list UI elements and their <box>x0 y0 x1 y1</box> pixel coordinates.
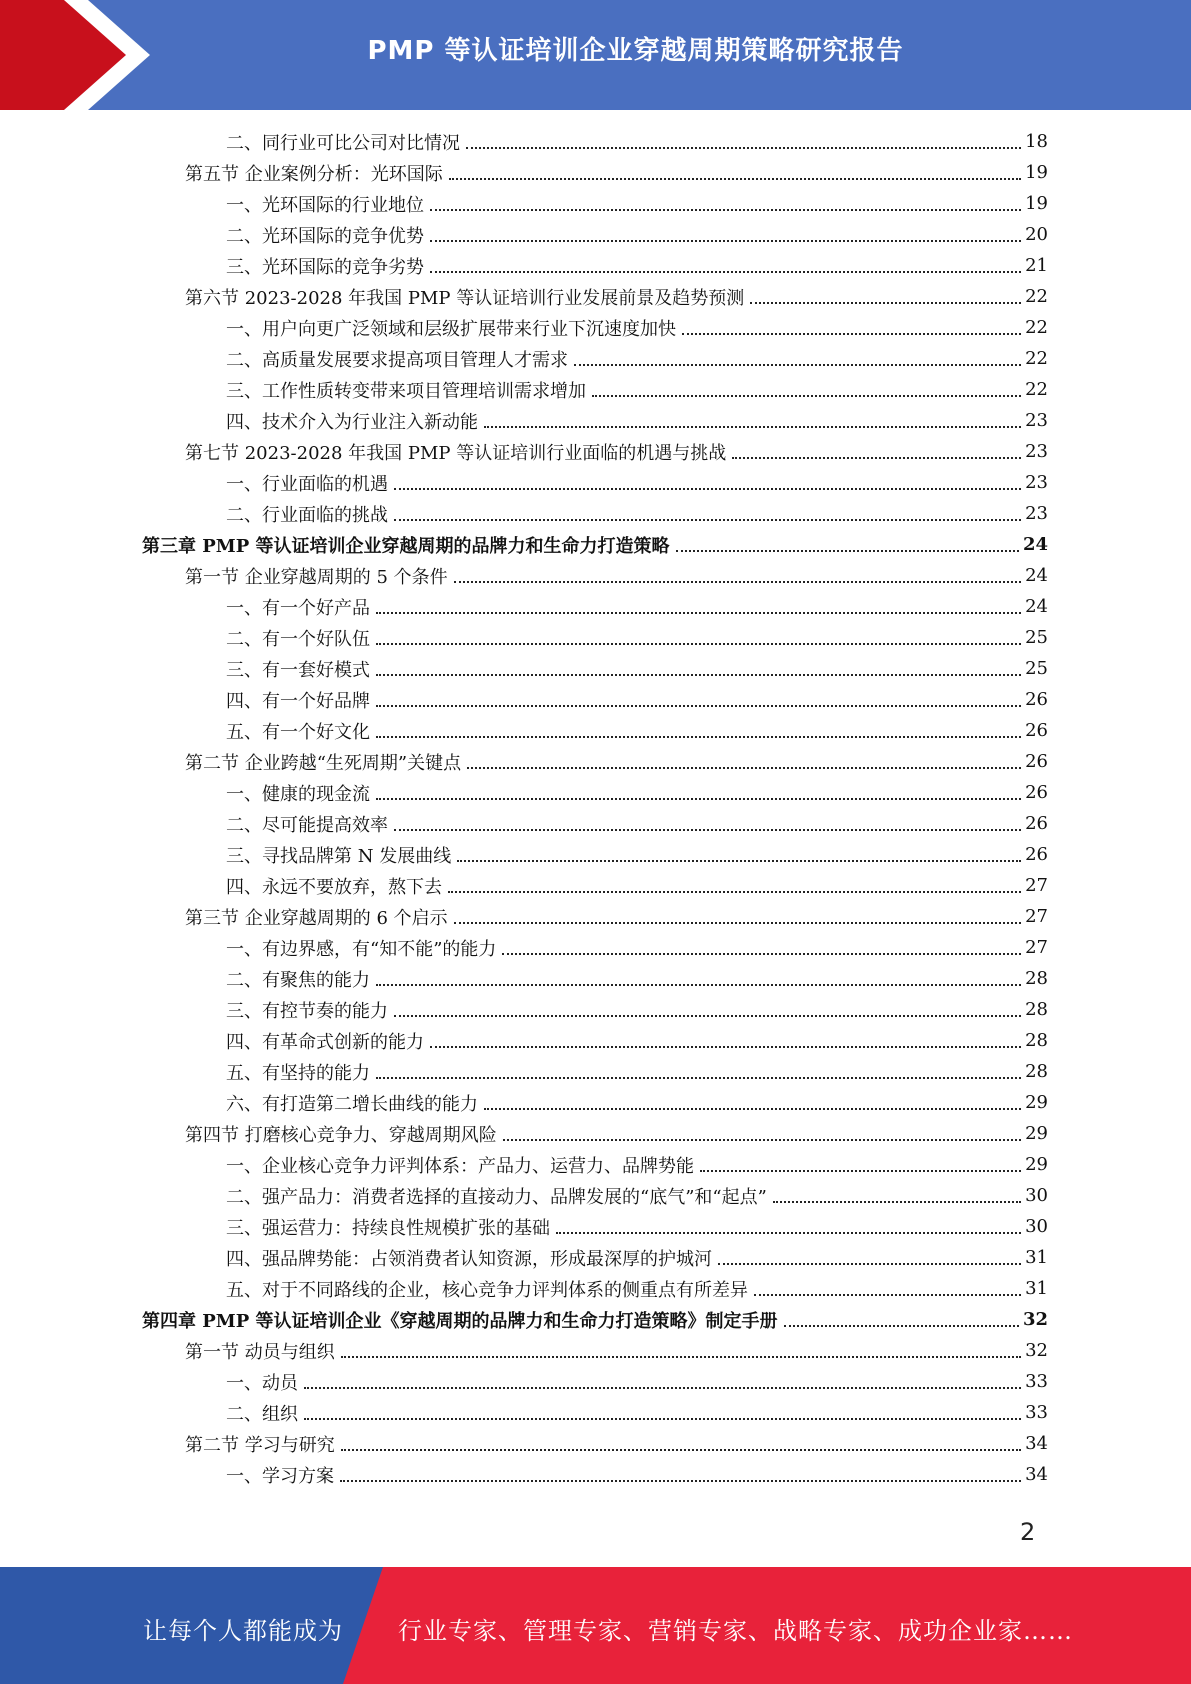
toc-entry-page: 28 <box>1025 1030 1048 1051</box>
toc-subsection-entry[interactable] <box>226 1273 1048 1304</box>
toc-subsection-entry[interactable] <box>226 1180 1048 1211</box>
toc-subsection-entry[interactable] <box>226 1025 1048 1056</box>
toc-entry-page: 18 <box>1025 131 1048 152</box>
toc-entry-page: 32 <box>1022 1309 1048 1330</box>
toc-entry-title: 一、学习方案 <box>226 1465 334 1487</box>
footer-slogan-left: 让每个人都能成为 <box>143 1617 343 1645</box>
toc-entry-page: 23 <box>1025 441 1048 462</box>
toc-subsection-entry[interactable] <box>226 1459 1048 1490</box>
toc-entry-title: 二、尽可能提高效率 <box>226 814 388 836</box>
toc-entry-title: 第五节 企业案例分析：光环国际 <box>185 163 443 185</box>
toc-subsection-entry[interactable] <box>226 1087 1048 1118</box>
toc-dot-leader <box>466 147 1021 149</box>
toc-entry-page: 28 <box>1025 968 1048 989</box>
toc-section-entry[interactable] <box>185 1428 1048 1459</box>
toc-entry-title: 六、有打造第二增长曲线的能力 <box>226 1093 478 1115</box>
toc-dot-leader <box>484 1108 1021 1110</box>
toc-entry-title: 五、有坚持的能力 <box>226 1062 370 1084</box>
toc-entry-title: 第一节 企业穿越周期的 5 个条件 <box>185 566 448 588</box>
toc-subsection-entry[interactable] <box>226 188 1048 219</box>
toc-entry-title: 一、光环国际的行业地位 <box>226 194 424 216</box>
toc-entry-title: 四、技术介入为行业注入新动能 <box>226 411 478 433</box>
toc-entry-title: 四、有革命式创新的能力 <box>226 1031 424 1053</box>
toc-entry-title: 三、寻找品牌第 N 发展曲线 <box>226 845 452 867</box>
toc-entry-page: 31 <box>1025 1278 1048 1299</box>
toc-dot-leader <box>376 736 1021 738</box>
toc-dot-leader <box>376 643 1021 645</box>
toc-entry-page: 26 <box>1025 720 1048 741</box>
toc-entry-page: 34 <box>1025 1464 1048 1485</box>
toc-entry-title: 一、企业核心竞争力评判体系：产品力、运营力、品牌势能 <box>226 1155 694 1177</box>
toc-subsection-entry[interactable] <box>226 467 1048 498</box>
toc-dot-leader <box>556 1232 1021 1234</box>
toc-entry-page: 19 <box>1025 193 1048 214</box>
toc-subsection-entry[interactable] <box>226 591 1048 622</box>
toc-entry-page: 21 <box>1025 255 1048 276</box>
toc-subsection-entry[interactable] <box>226 653 1048 684</box>
toc-dot-leader <box>750 302 1021 304</box>
toc-entry-page: 27 <box>1025 906 1048 927</box>
toc-entry-title: 一、动员 <box>226 1372 298 1394</box>
toc-entry-title: 二、有聚焦的能力 <box>226 969 370 991</box>
toc-entry-title: 三、光环国际的竞争劣势 <box>226 256 424 278</box>
toc-dot-leader <box>718 1263 1021 1265</box>
toc-dot-leader <box>341 1356 1021 1358</box>
toc-entry-page: 31 <box>1025 1247 1048 1268</box>
toc-entry-title: 五、有一个好文化 <box>226 721 370 743</box>
toc-dot-leader <box>430 209 1021 211</box>
toc-dot-leader <box>503 1139 1021 1141</box>
toc-entry-title: 二、有一个好队伍 <box>226 628 370 650</box>
toc-entry-title: 第三节 企业穿越周期的 6 个启示 <box>185 907 448 929</box>
toc-section-entry[interactable] <box>185 281 1048 312</box>
toc-entry-page: 29 <box>1025 1154 1048 1175</box>
toc-entry-page: 28 <box>1025 999 1048 1020</box>
toc-entry-page: 29 <box>1025 1123 1048 1144</box>
toc-section-entry[interactable] <box>185 1335 1048 1366</box>
toc-dot-leader <box>394 1015 1021 1017</box>
toc-entry-title: 四、永远不要放弃，熬下去 <box>226 876 442 898</box>
toc-entry-title: 二、光环国际的竞争优势 <box>226 225 424 247</box>
page-footer <box>0 1567 1191 1684</box>
toc-dot-leader <box>430 240 1021 242</box>
toc-entry-title: 二、强产品力：消费者选择的直接动力、品牌发展的“底气”和“起点” <box>226 1186 767 1208</box>
toc-subsection-entry[interactable] <box>226 1056 1048 1087</box>
toc-entry-page: 29 <box>1025 1092 1048 1113</box>
toc-entry-title: 五、对于不同路线的企业，核心竞争力评判体系的侧重点有所差异 <box>226 1279 748 1301</box>
toc-subsection-entry[interactable] <box>226 1211 1048 1242</box>
toc-subsection-entry[interactable] <box>226 839 1048 870</box>
toc-dot-leader <box>784 1325 1019 1327</box>
toc-dot-leader <box>376 1077 1021 1079</box>
toc-dot-leader <box>732 457 1021 459</box>
toc-entry-page: 25 <box>1025 658 1048 679</box>
toc-dot-leader <box>430 1046 1021 1048</box>
toc-subsection-entry[interactable] <box>226 343 1048 374</box>
toc-section-entry[interactable] <box>185 560 1048 591</box>
toc-dot-leader <box>341 1449 1021 1451</box>
toc-subsection-entry[interactable] <box>226 684 1048 715</box>
toc-dot-leader <box>454 581 1021 583</box>
toc-chapter-entry[interactable] <box>142 529 1048 560</box>
toc-subsection-entry[interactable] <box>226 126 1048 157</box>
toc-entry-title: 三、工作性质转变带来项目管理培训需求增加 <box>226 380 586 402</box>
toc-entry-page: 22 <box>1025 379 1048 400</box>
toc-entry-page: 30 <box>1025 1185 1048 1206</box>
toc-entry-page: 27 <box>1025 937 1048 958</box>
toc-dot-leader <box>430 271 1021 273</box>
toc-dot-leader <box>484 426 1021 428</box>
page-number: 2 <box>1020 1518 1036 1546</box>
toc-dot-leader <box>376 674 1021 676</box>
toc-entry-title: 二、同行业可比公司对比情况 <box>226 132 460 154</box>
toc-dot-leader <box>394 829 1021 831</box>
toc-subsection-entry[interactable] <box>226 715 1048 746</box>
toc-entry-page: 22 <box>1025 348 1048 369</box>
toc-entry-page: 32 <box>1025 1340 1048 1361</box>
toc-entry-page: 24 <box>1025 596 1048 617</box>
toc-entry-title: 三、有控节奏的能力 <box>226 1000 388 1022</box>
toc-subsection-entry[interactable] <box>226 1366 1048 1397</box>
toc-subsection-entry[interactable] <box>226 963 1048 994</box>
toc-dot-leader <box>592 395 1021 397</box>
toc-entry-title: 第二节 学习与研究 <box>185 1434 335 1456</box>
toc-dot-leader <box>340 1480 1021 1482</box>
toc-entry-title: 一、用户向更广泛领域和层级扩展带来行业下沉速度加快 <box>226 318 676 340</box>
toc-subsection-entry[interactable] <box>226 1397 1048 1428</box>
toc-dot-leader <box>502 953 1021 955</box>
toc-entry-title: 第四章 PMP 等认证培训企业《穿越周期的品牌力和生命力打造策略》制定手册 <box>142 1310 778 1332</box>
toc-dot-leader <box>454 922 1021 924</box>
toc-entry-page: 30 <box>1025 1216 1048 1237</box>
toc-entry-page: 22 <box>1025 286 1048 307</box>
toc-entry-title: 一、健康的现金流 <box>226 783 370 805</box>
toc-dot-leader <box>448 891 1021 893</box>
toc-entry-title: 第二节 企业跨越“生死周期”关键点 <box>185 752 462 774</box>
toc-subsection-entry[interactable] <box>226 374 1048 405</box>
toc-section-entry[interactable] <box>185 746 1048 777</box>
toc-entry-page: 24 <box>1022 534 1048 555</box>
toc-dot-leader <box>574 364 1021 366</box>
toc-dot-leader <box>754 1294 1021 1296</box>
toc-subsection-entry[interactable] <box>226 1242 1048 1273</box>
toc-dot-leader <box>682 333 1021 335</box>
toc-entry-title: 二、高质量发展要求提高项目管理人才需求 <box>226 349 568 371</box>
toc-entry-page: 27 <box>1025 875 1048 896</box>
toc-entry-title: 一、有边界感，有“知不能”的能力 <box>226 938 497 960</box>
toc-entry-title: 二、组织 <box>226 1403 298 1425</box>
toc-dot-leader <box>773 1201 1021 1203</box>
toc-entry-title: 第一节 动员与组织 <box>185 1341 335 1363</box>
toc-entry-page: 22 <box>1025 317 1048 338</box>
toc-dot-leader <box>457 860 1021 862</box>
toc-entry-page: 26 <box>1025 689 1048 710</box>
toc-dot-leader <box>449 178 1021 180</box>
toc-subsection-entry[interactable] <box>226 405 1048 436</box>
toc-subsection-entry[interactable] <box>226 1149 1048 1180</box>
toc-entry-page: 24 <box>1025 565 1048 586</box>
toc-entry-page: 23 <box>1025 503 1048 524</box>
toc-dot-leader <box>376 798 1021 800</box>
toc-entry-page: 34 <box>1025 1433 1048 1454</box>
toc-dot-leader <box>467 767 1021 769</box>
toc-entry-page: 28 <box>1025 1061 1048 1082</box>
toc-entry-page: 23 <box>1025 410 1048 431</box>
footer-slogan-right: 行业专家、管理专家、营销专家、战略专家、成功企业家…… <box>398 1617 1073 1645</box>
toc-subsection-entry[interactable] <box>226 777 1048 808</box>
toc-entry-title: 一、有一个好产品 <box>226 597 370 619</box>
toc-entry-page: 25 <box>1025 627 1048 648</box>
toc-entry-title: 一、行业面临的机遇 <box>226 473 388 495</box>
toc-entry-page: 33 <box>1025 1402 1048 1423</box>
toc-subsection-entry[interactable] <box>226 219 1048 250</box>
page-header <box>0 0 1191 110</box>
toc-entry-title: 第四节 打磨核心竞争力、穿越周期风险 <box>185 1124 497 1146</box>
toc-subsection-entry[interactable] <box>226 808 1048 839</box>
toc-dot-leader <box>376 705 1021 707</box>
toc-dot-leader <box>376 984 1021 986</box>
toc-section-entry[interactable] <box>185 901 1048 932</box>
toc-section-entry[interactable] <box>185 1118 1048 1149</box>
toc-entry-title: 三、有一套好模式 <box>226 659 370 681</box>
toc-entry-page: 26 <box>1025 751 1048 772</box>
toc-dot-leader <box>676 550 1019 552</box>
toc-entry-page: 19 <box>1025 162 1048 183</box>
document-title: PMP 等认证培训企业穿越周期策略研究报告 <box>367 36 904 66</box>
toc-subsection-entry[interactable] <box>226 870 1048 901</box>
toc-dot-leader <box>304 1418 1021 1420</box>
toc-subsection-entry[interactable] <box>226 932 1048 963</box>
toc-entry-title: 二、行业面临的挑战 <box>226 504 388 526</box>
toc-dot-leader <box>304 1387 1021 1389</box>
toc-subsection-entry[interactable] <box>226 312 1048 343</box>
toc-entry-page: 26 <box>1025 844 1048 865</box>
toc-entry-title: 第三章 PMP 等认证培训企业穿越周期的品牌力和生命力打造策略 <box>142 535 670 557</box>
toc-dot-leader <box>394 519 1021 521</box>
toc-subsection-entry[interactable] <box>226 994 1048 1025</box>
toc-entry-title: 四、有一个好品牌 <box>226 690 370 712</box>
toc-dot-leader <box>376 612 1021 614</box>
toc-entry-title: 三、强运营力：持续良性规模扩张的基础 <box>226 1217 550 1239</box>
toc-entry-title: 第六节 2023-2028 年我国 PMP 等认证培训行业发展前景及趋势预测 <box>185 287 745 309</box>
toc-entry-page: 26 <box>1025 782 1048 803</box>
toc-section-entry[interactable] <box>185 436 1048 467</box>
toc-entry-page: 20 <box>1025 224 1048 245</box>
toc-entry-page: 33 <box>1025 1371 1048 1392</box>
toc-entry-title: 四、强品牌势能：占领消费者认知资源，形成最深厚的护城河 <box>226 1248 712 1270</box>
toc-entry-page: 23 <box>1025 472 1048 493</box>
toc-entry-page: 26 <box>1025 813 1048 834</box>
toc-chapter-entry[interactable] <box>142 1304 1048 1335</box>
toc-subsection-entry[interactable] <box>226 250 1048 281</box>
toc-dot-leader <box>700 1170 1021 1172</box>
toc-subsection-entry[interactable] <box>226 622 1048 653</box>
toc-dot-leader <box>394 488 1021 490</box>
toc-subsection-entry[interactable] <box>226 498 1048 529</box>
toc-section-entry[interactable] <box>185 157 1048 188</box>
toc-entry-title: 第七节 2023-2028 年我国 PMP 等认证培训行业面临的机遇与挑战 <box>185 442 727 464</box>
